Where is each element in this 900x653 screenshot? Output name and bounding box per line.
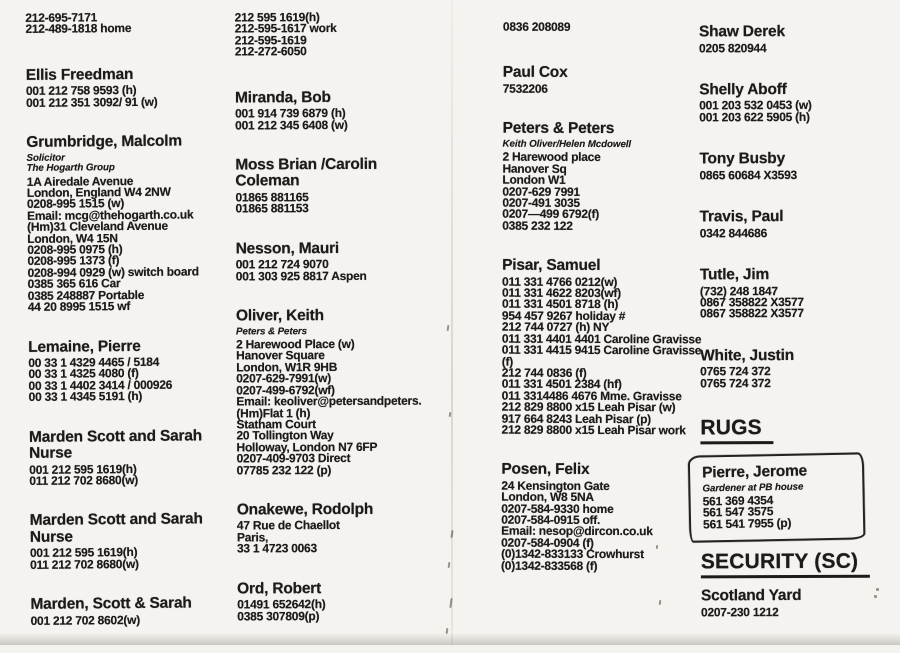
contact-line: 0208-995 1515 (w) — [26, 196, 125, 212]
contact-name: Grumbridge, Malcolm — [26, 132, 182, 152]
contact-name: White, Justin — [700, 346, 794, 365]
contact-line: 0867 358822 X3577 — [699, 294, 804, 310]
scan-speck — [447, 325, 450, 331]
contact-line: 24 Kensington Gate — [501, 478, 610, 493]
phone-group — [25, 11, 233, 36]
contact-line: 0836 208089 — [502, 19, 571, 34]
contact-line: 0385 365 616 Car — [27, 276, 121, 292]
contact-name: Oliver, Keith — [235, 307, 324, 325]
contact-line: 44 20 8995 1515 wf — [27, 299, 131, 315]
contact-line: 0207-584-0904 (f) — [501, 535, 594, 550]
contact-name: Pisar, Samuel — [502, 256, 601, 275]
contact-line: 47 Rue de Chaellot — [236, 518, 340, 533]
contact-entry — [26, 66, 234, 109]
section-heading-text: SECURITY (SC) — [701, 551, 870, 579]
contact-line: 212 744 0727 (h) NY — [501, 319, 610, 335]
contact-line: 0385 307809(p) — [237, 608, 320, 623]
contact-name: Miranda, Bob — [234, 88, 331, 107]
contact-name: Posen, Felix — [501, 460, 590, 479]
contact-line: 1A Airedale Avenue — [26, 173, 134, 189]
contact-line: 00 33 1 4329 4465 / 5184 — [28, 354, 160, 370]
contact-name: Marden Scott and Sarah Nurse — [29, 510, 203, 546]
contact-line: 0207-629-7991(w) — [236, 371, 332, 386]
contact-line: 0207-584-0915 off. — [501, 512, 601, 528]
contact-line: 011 331 4622 8203(wf) — [501, 285, 621, 301]
contact-line: (0)1342-833133 Crowhurst — [501, 546, 644, 562]
scan-edge-shadow — [0, 633, 900, 645]
contact-line: Holloway, London N7 6FP — [236, 439, 378, 455]
contact-line: 212 744 0836 (f) — [501, 365, 587, 380]
contact-line: 0207-491 3035 — [502, 195, 580, 210]
contact-line: 011 212 702 8680(w) — [30, 556, 139, 572]
contact-line: 001 212 595 1619(h) — [29, 545, 138, 561]
scan-speck — [659, 600, 662, 605]
section-heading-text: RUGS — [700, 417, 774, 444]
contact-line: (Hm)31 Cleveland Avenue — [27, 218, 168, 235]
contact-line: Statham Court — [236, 416, 316, 432]
contact-name: Tony Busby — [699, 150, 786, 168]
contact-line: 33 1 4723 0063 — [236, 541, 317, 556]
contact-entry — [701, 588, 891, 619]
contact-line: 01491 652642(h) — [237, 597, 326, 612]
contact-line: 001 203 622 5905 (h) — [699, 109, 810, 125]
contact-line: (Hm)Flat 1 (h) — [236, 405, 311, 420]
contact-line: 001 212 351 3092/ 91 (w) — [25, 94, 158, 110]
contact-name: Paul Cox — [502, 64, 568, 82]
contact-name: Shelly Aboff — [699, 80, 787, 99]
contact-entry — [502, 258, 703, 437]
contact-line: Hanover Square — [236, 348, 325, 363]
contact-name: Scotland Yard — [700, 587, 802, 605]
contact-line: 001 212 595 1619(h) — [29, 461, 137, 477]
contact-name: Pierre, Jerome — [701, 462, 808, 482]
contact-line: 011 331 4415 9415 Caroline Gravisse (f) — [501, 342, 702, 369]
section-heading — [700, 417, 890, 445]
contact-line: 954 457 9267 holiday # — [501, 308, 626, 323]
contact-name: Tutle, Jim — [699, 266, 770, 284]
contact-line: 001 203 532 0453 (w) — [699, 98, 812, 113]
contact-line: London, W4 15N — [27, 230, 118, 246]
contact-entry — [237, 580, 437, 622]
section-heading — [701, 551, 891, 579]
contact-entry — [699, 151, 889, 182]
contact-line: 011 3314486 4676 Mme. Gravisse — [501, 388, 682, 403]
contact-line: 0207-230 1212 — [700, 604, 779, 620]
contact-entry — [235, 89, 435, 131]
contact-line: 2 Harewood Place (w) — [236, 336, 355, 352]
column-3 — [501, 0, 703, 598]
contact-name: Lemaine, Pierre — [28, 337, 141, 356]
contact-line: 212 829 8800 x15 Leah Pisar work — [501, 422, 686, 438]
contact-entry — [503, 65, 703, 96]
contact-line: 001 212 758 9593 (h) — [25, 83, 137, 99]
contact-entry — [235, 157, 435, 216]
contact-name: Shaw Derek — [698, 23, 785, 41]
contact-name: Moss Brian /Carolin Coleman — [235, 155, 378, 190]
contact-line: 0867 358822 X3577 — [699, 306, 804, 321]
contact-line: 001 914 739 6879 (h) — [235, 106, 346, 121]
contact-line: 212-272-6050 — [234, 44, 307, 59]
contact-name: Ellis Freedman — [25, 65, 134, 84]
contact-line: 212-695-7171 — [25, 10, 98, 25]
scan-speck — [874, 595, 877, 598]
contact-name: Onakewe, Rodolph — [236, 500, 374, 519]
contact-line: 0208-995 0975 (h) — [27, 242, 123, 257]
contact-line: London, W8 5NA — [501, 489, 594, 505]
contact-entry — [29, 428, 237, 488]
contact-line: 561 547 3575 — [702, 504, 774, 520]
contact-line: (0)1342-833568 (f) — [501, 558, 598, 573]
contact-line: 001 212 345 6408 (w) — [235, 117, 348, 132]
contact-line: 011 331 4501 2384 (hf) — [501, 376, 622, 392]
contact-line: 561 369 4354 — [702, 493, 774, 509]
scan-speck — [876, 588, 879, 591]
contact-name: Ord, Robert — [237, 579, 322, 598]
contact-line: 212 595 1619(h) — [234, 10, 320, 25]
contact-line: 01865 881165 — [235, 190, 309, 205]
contact-name: Marden Scott and Sarah Nurse — [28, 427, 203, 463]
contact-line: 001 303 925 8817 Aspen — [235, 268, 367, 284]
contact-line: 011 212 702 8680(w) — [29, 472, 139, 488]
phone-group — [502, 19, 703, 34]
contact-subtitle: Solicitor — [26, 152, 65, 164]
contact-entry — [237, 501, 437, 555]
contact-entry — [501, 462, 701, 572]
contact-line: 212 829 8800 x15 Leah Pisar (w) — [501, 399, 676, 415]
contact-line: 01865 881153 — [235, 201, 309, 216]
contact-entry — [502, 121, 702, 233]
contact-line: 00 33 1 4345 5191 (h) — [28, 389, 143, 405]
contact-line: 00 33 1 4325 4080 (f) — [28, 366, 139, 382]
contact-line: 011 331 4766 0212(w) — [502, 274, 618, 289]
contact-line: 0385 232 122 — [502, 218, 573, 233]
contact-line: 001 212 702 8602(w) — [30, 612, 140, 628]
contact-name: Marden, Scott & Sarah — [30, 594, 192, 614]
contact-subtitle: Keith Oliver/Helen Mcdowell — [502, 138, 632, 150]
page-fold-crease — [451, 0, 453, 645]
contact-line: 0385 248887 Portable — [27, 287, 145, 303]
contact-line: 20 Tollington Way — [236, 428, 334, 443]
contact-line: 011 331 4401 4401 Caroline Gravisse — [501, 331, 702, 347]
contact-line: 0865 60684 X3593 — [699, 167, 797, 183]
contact-line: Email: nesop@dircon.co.uk — [501, 524, 653, 539]
contact-line: 0207—499 6792(f) — [502, 206, 600, 222]
contact-line: 7532206 — [502, 81, 548, 96]
contact-line: 0205 820944 — [699, 40, 767, 55]
contact-line: Email: keoliver@petersandpeters. — [236, 393, 422, 409]
contact-line: Hanover Sq — [502, 161, 567, 176]
contact-line: London W1 — [502, 172, 566, 187]
column-4 — [699, 0, 891, 647]
contact-entry — [30, 512, 238, 572]
scan-speck — [450, 530, 453, 538]
contact-entry — [700, 209, 890, 240]
contact-line: (732) 248 1847 — [699, 283, 778, 298]
phone-group — [235, 12, 435, 58]
contact-entry — [700, 347, 890, 389]
contact-line: 0765 724 372 — [700, 375, 771, 390]
contact-entry — [28, 338, 237, 404]
contact-entry — [699, 82, 889, 124]
contact-line: 0765 724 372 — [700, 364, 771, 379]
contact-line: 0208-995 1373 (f) — [27, 253, 120, 269]
contact-line: 001 212 724 9070 — [235, 257, 329, 272]
scan-speck — [448, 562, 451, 568]
contact-entry — [236, 308, 437, 477]
contact-line: 917 664 8243 Leah Pisar (p) — [501, 411, 651, 426]
column-1 — [25, 0, 239, 653]
contact-line: 0342 844686 — [699, 225, 768, 240]
contact-entry — [236, 240, 436, 282]
contact-line: 0208-994 0929 (w) switch board — [27, 264, 199, 280]
contact-line: 0207-409-9703 Direct — [236, 451, 351, 466]
contact-entry — [699, 24, 889, 55]
contact-entry — [700, 267, 890, 320]
contact-line: London, W1R 9HB — [236, 359, 338, 375]
boxed-contact-entry — [688, 452, 866, 543]
contact-line: 011 331 4501 8718 (h) — [501, 297, 619, 312]
contact-subtitle: The Hogarth Group — [26, 162, 115, 175]
contact-line: 212-595-1617 work — [234, 21, 337, 36]
contact-entry — [26, 133, 236, 313]
contact-entry — [30, 595, 238, 627]
contact-subtitle: Peters & Peters — [236, 325, 307, 337]
contact-line: 212-489-1818 home — [25, 21, 132, 37]
contact-line: 212-595-1619 — [234, 32, 307, 48]
contact-subtitle: Gardener at PB house — [702, 481, 804, 495]
contact-name: Nesson, Mauri — [235, 239, 340, 258]
contact-line: 2 Harewood place — [502, 149, 601, 165]
contact-line: Email: mcg@thehogarth.co.uk — [26, 207, 194, 223]
column-2 — [235, 0, 438, 648]
contact-line: London, England W4 2NW — [26, 184, 171, 200]
contact-name: Travis, Paul — [699, 208, 784, 226]
contact-line: 0207-584-9330 home — [501, 501, 614, 516]
contact-line: Paris, — [236, 530, 269, 545]
contact-line: 00 33 1 4402 3414 / 000926 — [28, 377, 173, 393]
contact-line: 561 541 7955 (p) — [702, 515, 792, 532]
contact-line: 07785 232 122 (p) — [236, 462, 332, 477]
contact-name: Peters & Peters — [502, 119, 615, 138]
contact-line: 0207-629 7991 — [502, 184, 580, 199]
contact-line: 0207-499-6792(wf) — [236, 382, 335, 398]
